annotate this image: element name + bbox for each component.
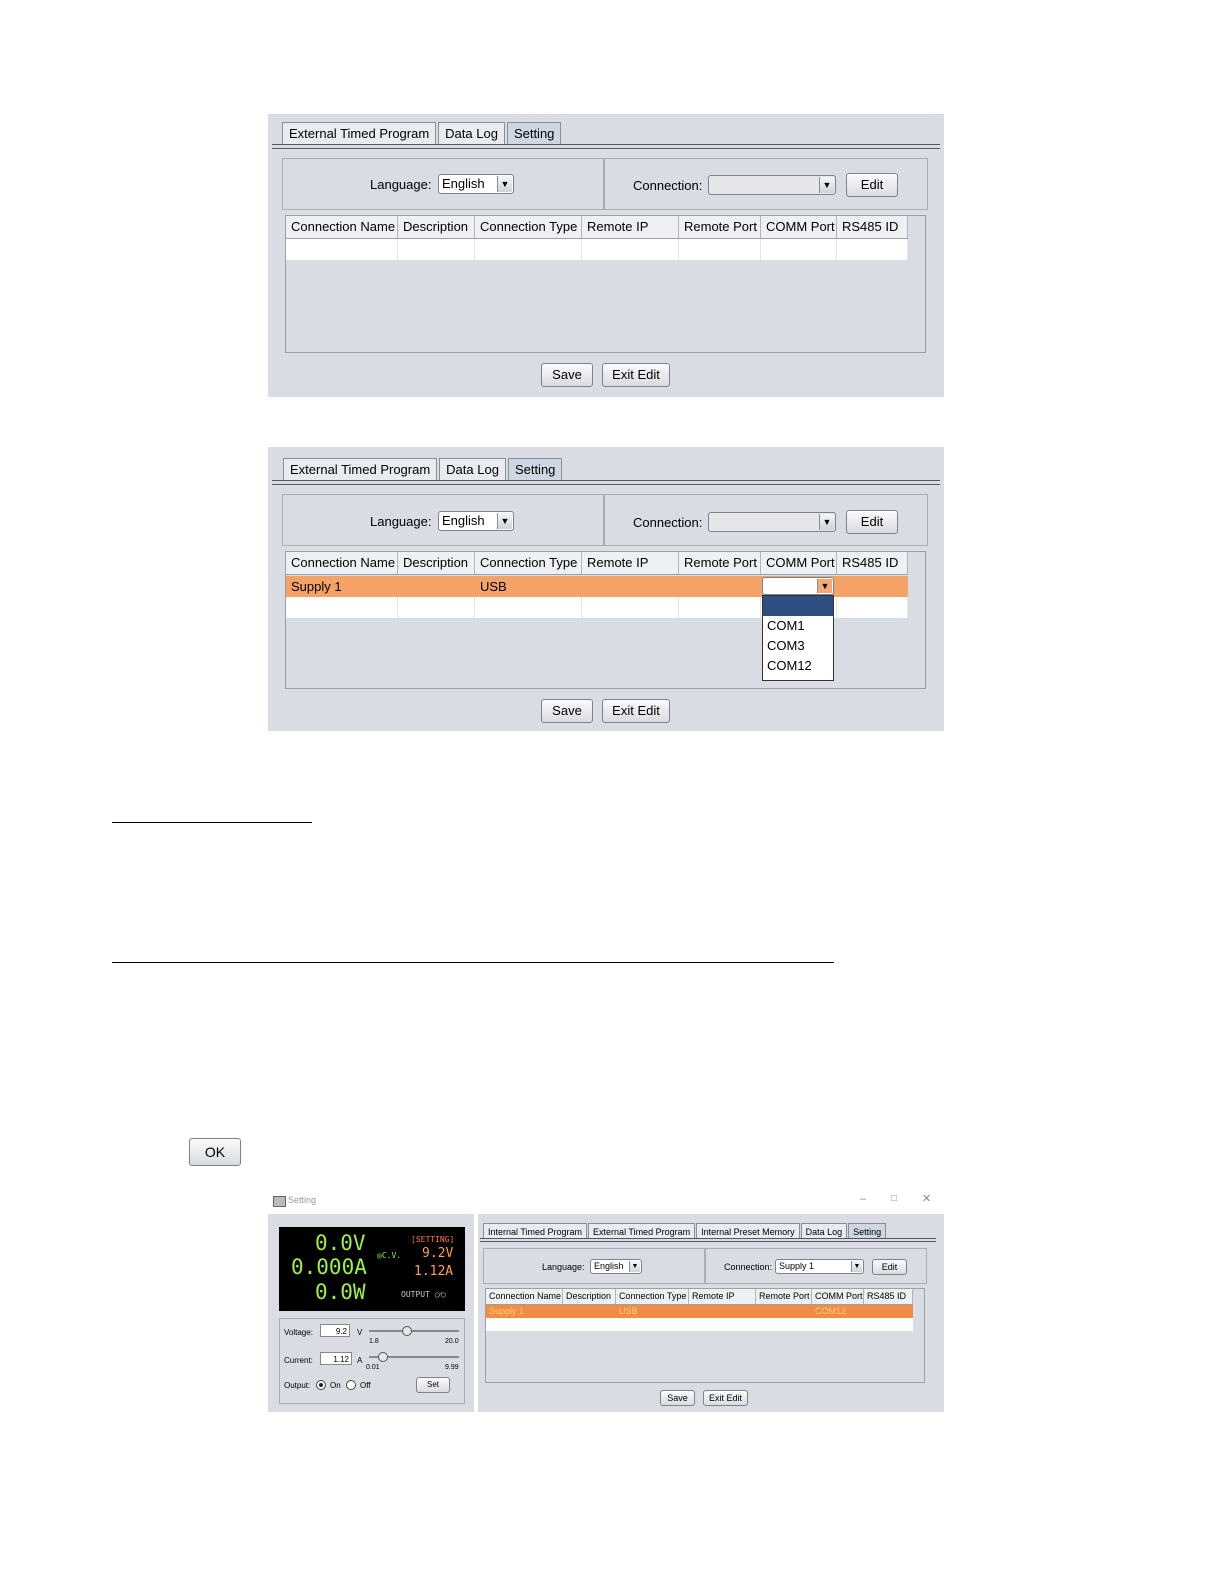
language-label: Language: xyxy=(542,1262,585,1272)
voltage-label: Voltage: xyxy=(284,1328,313,1337)
chevron-down-icon: ▼ xyxy=(629,1261,640,1272)
language-label: Language: xyxy=(370,514,432,529)
edit-button[interactable]: Edit xyxy=(872,1259,907,1275)
table-row[interactable] xyxy=(286,239,908,260)
chevron-down-icon: ▼ xyxy=(851,1261,862,1272)
column-header[interactable]: COMM Port xyxy=(761,216,837,238)
connection-select[interactable] xyxy=(708,175,836,195)
save-button[interactable]: Save xyxy=(541,699,593,723)
cell-rs485-id xyxy=(837,576,908,597)
voltage-input[interactable]: 9.2 xyxy=(320,1324,350,1337)
controls-box xyxy=(279,1318,465,1404)
cell-remote-port xyxy=(756,1305,812,1318)
column-header[interactable]: Description xyxy=(398,216,475,238)
tab-data-log[interactable]: Data Log xyxy=(439,458,506,480)
cell-description xyxy=(398,576,475,597)
cv-indicator xyxy=(377,1251,401,1260)
column-header[interactable]: Connection Type xyxy=(475,552,582,574)
chevron-down-icon: ▼ xyxy=(497,176,512,192)
chevron-down-icon: ▼ xyxy=(497,513,512,529)
connection-label: Connection: xyxy=(724,1262,773,1272)
connection-table xyxy=(285,215,926,353)
maximize-icon[interactable]: □ xyxy=(891,1193,898,1204)
comm-port-select[interactable] xyxy=(762,577,834,595)
connection-table xyxy=(485,1288,925,1383)
column-header[interactable]: Description xyxy=(398,552,475,574)
lcd-display xyxy=(279,1227,465,1311)
column-header[interactable]: COMM Port xyxy=(812,1289,864,1304)
table-header xyxy=(486,1289,913,1305)
current-reading: 0.000A xyxy=(291,1255,367,1279)
tab-divider xyxy=(480,1238,936,1242)
voltage-slider-knob[interactable] xyxy=(402,1326,412,1336)
column-header[interactable]: Connection Type xyxy=(475,216,582,238)
tab-external-timed-program[interactable]: External Timed Program xyxy=(282,122,436,144)
language-value: English xyxy=(442,176,485,191)
cell-remote-ip xyxy=(582,576,679,597)
voltage-reading: 0.0V xyxy=(315,1231,366,1255)
connection-select[interactable] xyxy=(708,512,836,532)
tab-data-log[interactable]: Data Log xyxy=(801,1223,848,1239)
exit-edit-button[interactable]: Exit Edit xyxy=(602,699,670,723)
output-indicator xyxy=(401,1290,446,1299)
current-slider[interactable] xyxy=(369,1356,459,1358)
language-value: English xyxy=(594,1261,624,1271)
column-header[interactable]: Connection Name xyxy=(286,552,398,574)
column-header[interactable]: Description xyxy=(563,1289,616,1304)
current-max: 9.99 xyxy=(445,1364,459,1371)
column-header[interactable]: RS485 ID xyxy=(837,216,908,238)
column-header[interactable]: Connection Type xyxy=(616,1289,689,1304)
window-title: Setting xyxy=(288,1195,317,1205)
save-button[interactable]: Save xyxy=(660,1390,695,1406)
tab-bar xyxy=(282,122,561,145)
tab-external-timed-program[interactable]: External Timed Program xyxy=(283,458,437,480)
off-label: Off xyxy=(360,1381,371,1390)
minimize-icon[interactable]: – xyxy=(860,1193,867,1205)
app-icon xyxy=(273,1196,286,1207)
on-label: On xyxy=(330,1381,341,1390)
set-voltage: 9.2V xyxy=(422,1246,454,1261)
column-header[interactable]: RS485 ID xyxy=(837,552,908,574)
tab-bar xyxy=(283,458,562,481)
cv-mode: C.V. xyxy=(381,1251,402,1260)
output-on-radio[interactable] xyxy=(316,1380,326,1390)
column-header[interactable]: Remote Port xyxy=(679,216,761,238)
settings-panel-1 xyxy=(268,114,944,397)
language-select[interactable] xyxy=(438,174,514,194)
setting-panel-small xyxy=(478,1214,944,1412)
voltage-unit: V xyxy=(357,1328,363,1337)
dropdown-option-com12[interactable]: COM12 xyxy=(767,658,812,673)
language-value: English xyxy=(442,513,485,528)
tab-data-log[interactable]: Data Log xyxy=(438,122,505,144)
app-window xyxy=(268,1188,944,1412)
connection-label: Connection: xyxy=(633,515,703,530)
tab-external-timed-program[interactable]: External Timed Program xyxy=(588,1223,695,1239)
table-header xyxy=(286,216,908,239)
column-header[interactable]: COMM Port xyxy=(761,552,837,574)
edit-button[interactable]: Edit xyxy=(846,510,898,534)
column-header[interactable]: Remote Port xyxy=(756,1289,812,1304)
ok-button[interactable]: OK xyxy=(189,1138,241,1166)
cv-dot-icon: ◎ xyxy=(377,1251,382,1260)
table-header xyxy=(286,552,908,575)
chevron-down-icon: ▼ xyxy=(819,514,834,530)
exit-edit-button[interactable]: Exit Edit xyxy=(602,363,670,387)
edit-button[interactable]: Edit xyxy=(846,173,898,197)
connection-select[interactable] xyxy=(775,1259,864,1274)
column-header[interactable]: Connection Name xyxy=(286,216,398,238)
tab-internal-timed-program[interactable]: Internal Timed Program xyxy=(483,1223,587,1239)
column-header[interactable]: Connection Name xyxy=(486,1289,563,1304)
tab-divider xyxy=(272,480,940,485)
cell-comm-port: COM12 xyxy=(812,1305,864,1318)
comm-port-dropdown xyxy=(762,595,834,681)
cell-remote-port xyxy=(679,576,761,597)
dropdown-option-com3[interactable]: COM3 xyxy=(767,638,805,653)
cell-remote-ip xyxy=(689,1305,756,1318)
tab-internal-preset-memory[interactable]: Internal Preset Memory xyxy=(696,1223,800,1239)
current-input[interactable]: 1.12 xyxy=(320,1352,352,1365)
output-label: OUTPUT xyxy=(401,1290,430,1299)
language-select[interactable] xyxy=(590,1259,642,1274)
voltage-slider[interactable] xyxy=(369,1330,459,1332)
underline-rule xyxy=(112,962,834,963)
switch-icon: ○⁄○ xyxy=(434,1290,446,1299)
cell-description xyxy=(563,1305,616,1318)
underline-rule xyxy=(112,822,312,823)
exit-edit-button[interactable]: Exit Edit xyxy=(703,1390,748,1406)
tab-bar xyxy=(483,1223,886,1239)
current-unit: A xyxy=(357,1356,363,1365)
chevron-down-icon: ▼ xyxy=(817,579,832,593)
settings-panel-2 xyxy=(268,447,944,731)
cell-rs485-id xyxy=(864,1305,913,1318)
cell-connection-name: Supply 1 xyxy=(486,1305,563,1318)
cell-connection-type: USB xyxy=(616,1305,689,1318)
column-header[interactable]: Remote Port xyxy=(679,552,761,574)
left-panel xyxy=(268,1214,474,1412)
cell-connection-name: Supply 1 xyxy=(286,576,398,597)
column-header[interactable]: Remote IP xyxy=(582,216,679,238)
current-slider-knob[interactable] xyxy=(378,1352,388,1362)
language-label: Language: xyxy=(370,177,432,192)
tab-setting[interactable]: Setting xyxy=(508,458,562,480)
cell-connection-type: USB xyxy=(475,576,582,597)
title-bar xyxy=(268,1188,944,1214)
close-icon[interactable]: ✕ xyxy=(922,1193,932,1205)
connection-value: Supply 1 xyxy=(779,1261,815,1271)
dropdown-option-com1[interactable]: COM1 xyxy=(767,618,805,633)
chevron-down-icon: ▼ xyxy=(819,177,834,193)
language-select[interactable] xyxy=(438,511,514,531)
power-reading: 0.0W xyxy=(315,1280,366,1304)
table-row-selected[interactable] xyxy=(486,1305,913,1318)
table-row[interactable] xyxy=(486,1318,913,1331)
tab-setting[interactable]: Setting xyxy=(507,122,561,144)
current-min: 0.01 xyxy=(366,1364,380,1371)
connection-label: Connection: xyxy=(633,178,703,193)
voltage-max: 20.0 xyxy=(445,1338,459,1345)
column-header[interactable]: Remote IP xyxy=(689,1289,756,1304)
setting-label: [SETTING] xyxy=(411,1235,455,1244)
output-label: Output: xyxy=(284,1381,311,1390)
column-header[interactable]: Remote IP xyxy=(582,552,679,574)
save-button[interactable]: Save xyxy=(541,363,593,387)
dropdown-option-empty[interactable] xyxy=(763,596,833,616)
radio-dot-icon xyxy=(319,1383,323,1387)
voltage-min: 1.8 xyxy=(369,1338,379,1345)
output-off-radio[interactable] xyxy=(346,1380,356,1390)
column-header[interactable]: RS485 ID xyxy=(864,1289,913,1304)
tab-setting[interactable]: Setting xyxy=(848,1223,886,1239)
tab-divider xyxy=(272,144,940,149)
set-current: 1.12A xyxy=(414,1264,454,1279)
set-button[interactable]: Set xyxy=(416,1377,450,1393)
current-label: Current: xyxy=(284,1356,313,1365)
